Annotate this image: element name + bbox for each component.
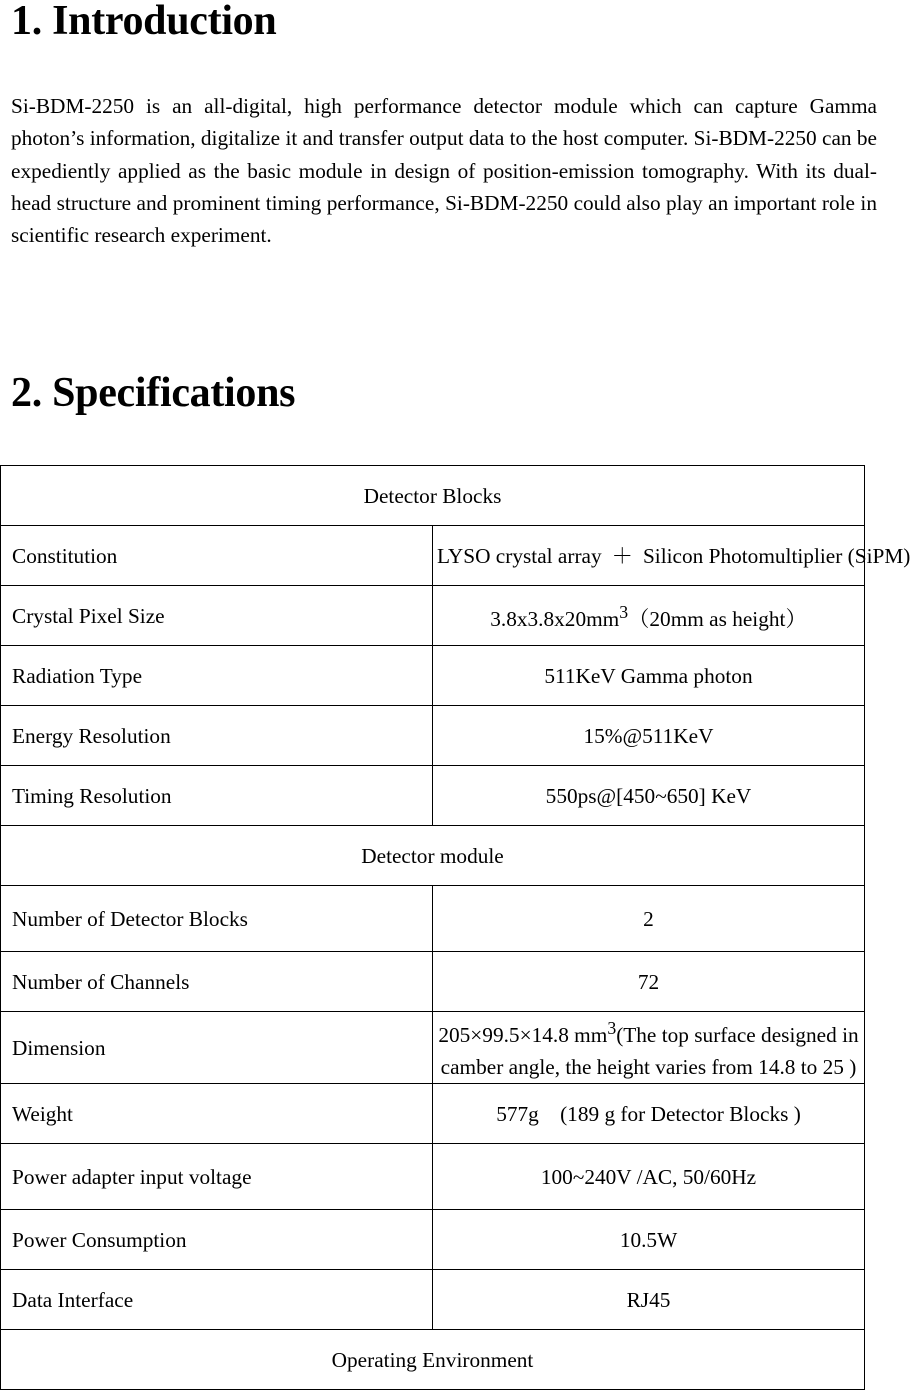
section-heading-introduction: 1. Introduction [11, 0, 277, 44]
table-row [1, 886, 865, 952]
intro-paragraph: Si-BDM-2250 is an all-digital, high performance detector module which can capture Gamma photon’s information, digitalize it and transfer output data to the host computer. Si-BDM-2250 can be expediently applied as the basic module in design of position-emission tomography. With its dual-head structure and prominent timing performance, Si-BDM-2250 could also play an important role in scientific research experiment. [11, 94, 877, 248]
table-row [1, 1210, 865, 1270]
row-value-power-consumption: 10.5W [433, 1210, 865, 1270]
table-row [1, 1330, 865, 1390]
row-label-energy-resolution: Energy Resolution [1, 706, 433, 766]
plus-sign: ＋ [611, 543, 633, 568]
row-value-weight: 577g (189 g for Detector Blocks ) [433, 1084, 865, 1144]
table-row [1, 466, 865, 526]
table-row [1, 526, 865, 586]
row-label-weight: Weight [1, 1084, 433, 1144]
row-label-radiation-type: Radiation Type [1, 646, 433, 706]
specifications-table [0, 465, 910, 1390]
row-value-energy-resolution: 15%@511KeV [433, 706, 865, 766]
table-row [1, 646, 865, 706]
row-label-power-consumption: Power Consumption [1, 1210, 433, 1270]
table-row [1, 586, 865, 646]
row-value-constitution [433, 526, 910, 586]
dimension-value: 205×99.5×14.8 mm [438, 1023, 608, 1048]
table-section-header-detector-module: Detector module [1, 826, 865, 886]
row-value-crystal-pixel-size [433, 586, 865, 646]
row-label-timing-resolution: Timing Resolution [1, 766, 433, 826]
row-label-constitution: Constitution [1, 526, 433, 586]
table-section-header-operating-environment: Operating Environment [1, 1330, 865, 1390]
table-row [1, 1270, 865, 1330]
crystal-size-note: （20mm as height） [628, 607, 807, 632]
dimension-note: (The top surface designed in camber angle, the height varies from 14.8 to 25 ) [440, 1023, 859, 1080]
table-row [1, 826, 865, 886]
row-value-power-adapter-input-voltage: 100~240V /AC, 50/60Hz [433, 1144, 865, 1210]
row-label-crystal-pixel-size: Crystal Pixel Size [1, 586, 433, 646]
row-value-number-of-detector-blocks: 2 [433, 886, 865, 952]
row-label-dimension: Dimension [1, 1012, 433, 1084]
row-value-data-interface: RJ45 [433, 1270, 865, 1330]
table-row [1, 1144, 865, 1210]
table-row [1, 952, 865, 1012]
constitution-value-a: LYSO crystal array [437, 543, 602, 568]
superscript-3: 3 [607, 1018, 617, 1038]
row-label-data-interface: Data Interface [1, 1270, 433, 1330]
row-label-power-adapter-input-voltage: Power adapter input voltage [1, 1144, 433, 1210]
table-row [1, 1012, 865, 1084]
table-row [1, 706, 865, 766]
section-heading-specifications: 2. Specifications [11, 370, 296, 416]
crystal-size-value: 3.8x3.8x20mm [490, 607, 620, 632]
table-section-header-detector-blocks: Detector Blocks [1, 466, 865, 526]
row-label-number-of-detector-blocks: Number of Detector Blocks [1, 886, 433, 952]
row-value-radiation-type: 511KeV Gamma photon [433, 646, 865, 706]
row-value-number-of-channels: 72 [433, 952, 865, 1012]
table-row [1, 1084, 865, 1144]
row-label-number-of-channels: Number of Channels [1, 952, 433, 1012]
row-value-dimension [433, 1012, 865, 1084]
superscript-3: 3 [619, 601, 629, 622]
constitution-value-b: Silicon Photomultiplier (SiPM) [642, 543, 910, 568]
table-row [1, 766, 865, 826]
row-value-timing-resolution: 550ps@[450~650] KeV [433, 766, 865, 826]
